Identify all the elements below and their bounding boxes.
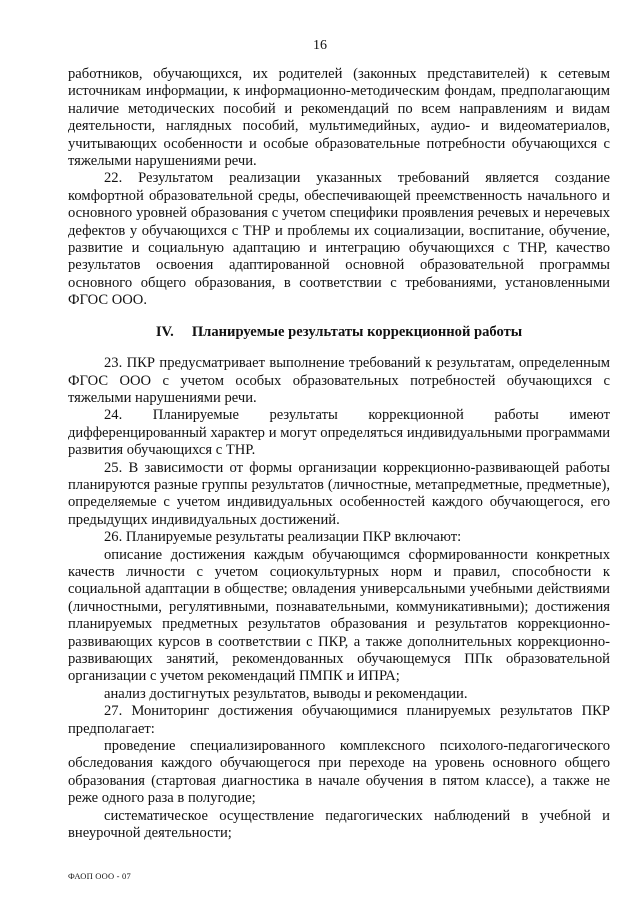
section-heading <box>68 324 610 341</box>
document-body <box>68 66 610 842</box>
footer-code: ФАОП ООО - 07 <box>68 871 131 881</box>
paragraph-26: 26. Планируемые результаты реализации ПКР включают: <box>104 529 462 546</box>
paragraph-27: 27. Мониторинг достижения обучающимися планируемых результатов ПКР предполагает: <box>68 703 610 737</box>
paragraph: работников, обучающихся, их родителей (законных представителей) к сетевым источникам информации, к информационно-методическим фондам, предполагающим наличие методических пособий и рекомендаций по всем направлениям и видам деятельности, наглядных пособий, мультимедийных, аудио- и видеоматериалов, учитывающих особенности и особые образовательные потребности обучающихся с тяжелыми нарушениями речи. <box>68 66 610 170</box>
paragraph-23: 23. ПКР предусматривает выполнение требований к результатам, определенным ФГОС ООО с учетом особых образовательных потребностей обучающихся с тяжелыми нарушениями речи. <box>68 355 610 406</box>
list-item-analysis: анализ достигнутых результатов, выводы и рекомендации. <box>104 685 468 702</box>
paragraph-22: 22. Результатом реализации указанных требований является создание комфортной образовательной среды, обеспечивающей преемственность начального и основного уровней образования с учетом специфики проявления речевых и неречевых дефектов у обучающихся с ТНР и проблемы их социализации, воспитание, обучение, развитие и социальную адаптацию и интеграцию обучающихся с ТНР, качество результатов освоения адаптированной основной образовательной программы основного общего образования, в соответствии с требованиями, установленными ФГОС ООО. <box>68 170 610 309</box>
section-title: Планируемые результаты коррекционной работы <box>191 323 523 340</box>
paragraph-24: 24. Планируемые результаты коррекционной работы имеют дифференцированный характер и могут определяться индивидуальными программами развития обучающихся с ТНР. <box>68 407 610 459</box>
list-item-examination: проведение специализированного комплексного психолого-педагогического обследования каждого обучающегося при переходе на уровень основного общего образования (стартовая диагностика в начале обучения в пятом классе), а также не реже одного раза в полугодие; <box>68 738 610 807</box>
page-number: 16 <box>313 38 327 53</box>
paragraph-25: 25. В зависимости от формы организации коррекционно-развивающей работы планируются разные группы результатов (личностные, метапредметные, предметные), определяемые с учетом индивидуальных особенностей каждого обучающегося, его предыдущих индивидуальных достижений. <box>68 459 610 528</box>
list-item-observation: систематическое осуществление педагогических наблюдений в учебной и внеурочной деятельности; <box>68 807 610 842</box>
list-item-description: описание достижения каждым обучающимся сформированности конкретных качеств личности с учетом социокультурных норм и правил, способности к социальной адаптации в обществе; овладения универсальными учебными действиями (личностными, регулятивными, познавательными, коммуникативными); достижения планируемых предметных результатов образования и результатов коррекционно-развивающих курсов в соответствии с ПКР, а также дополнительных коррекционно-развивающих занятий, рекомендованных обучающемуся ППк образовательной организации с учетом рекомендаций ПМПК и ИПРА; <box>68 546 610 685</box>
section-number: IV. <box>155 323 174 340</box>
